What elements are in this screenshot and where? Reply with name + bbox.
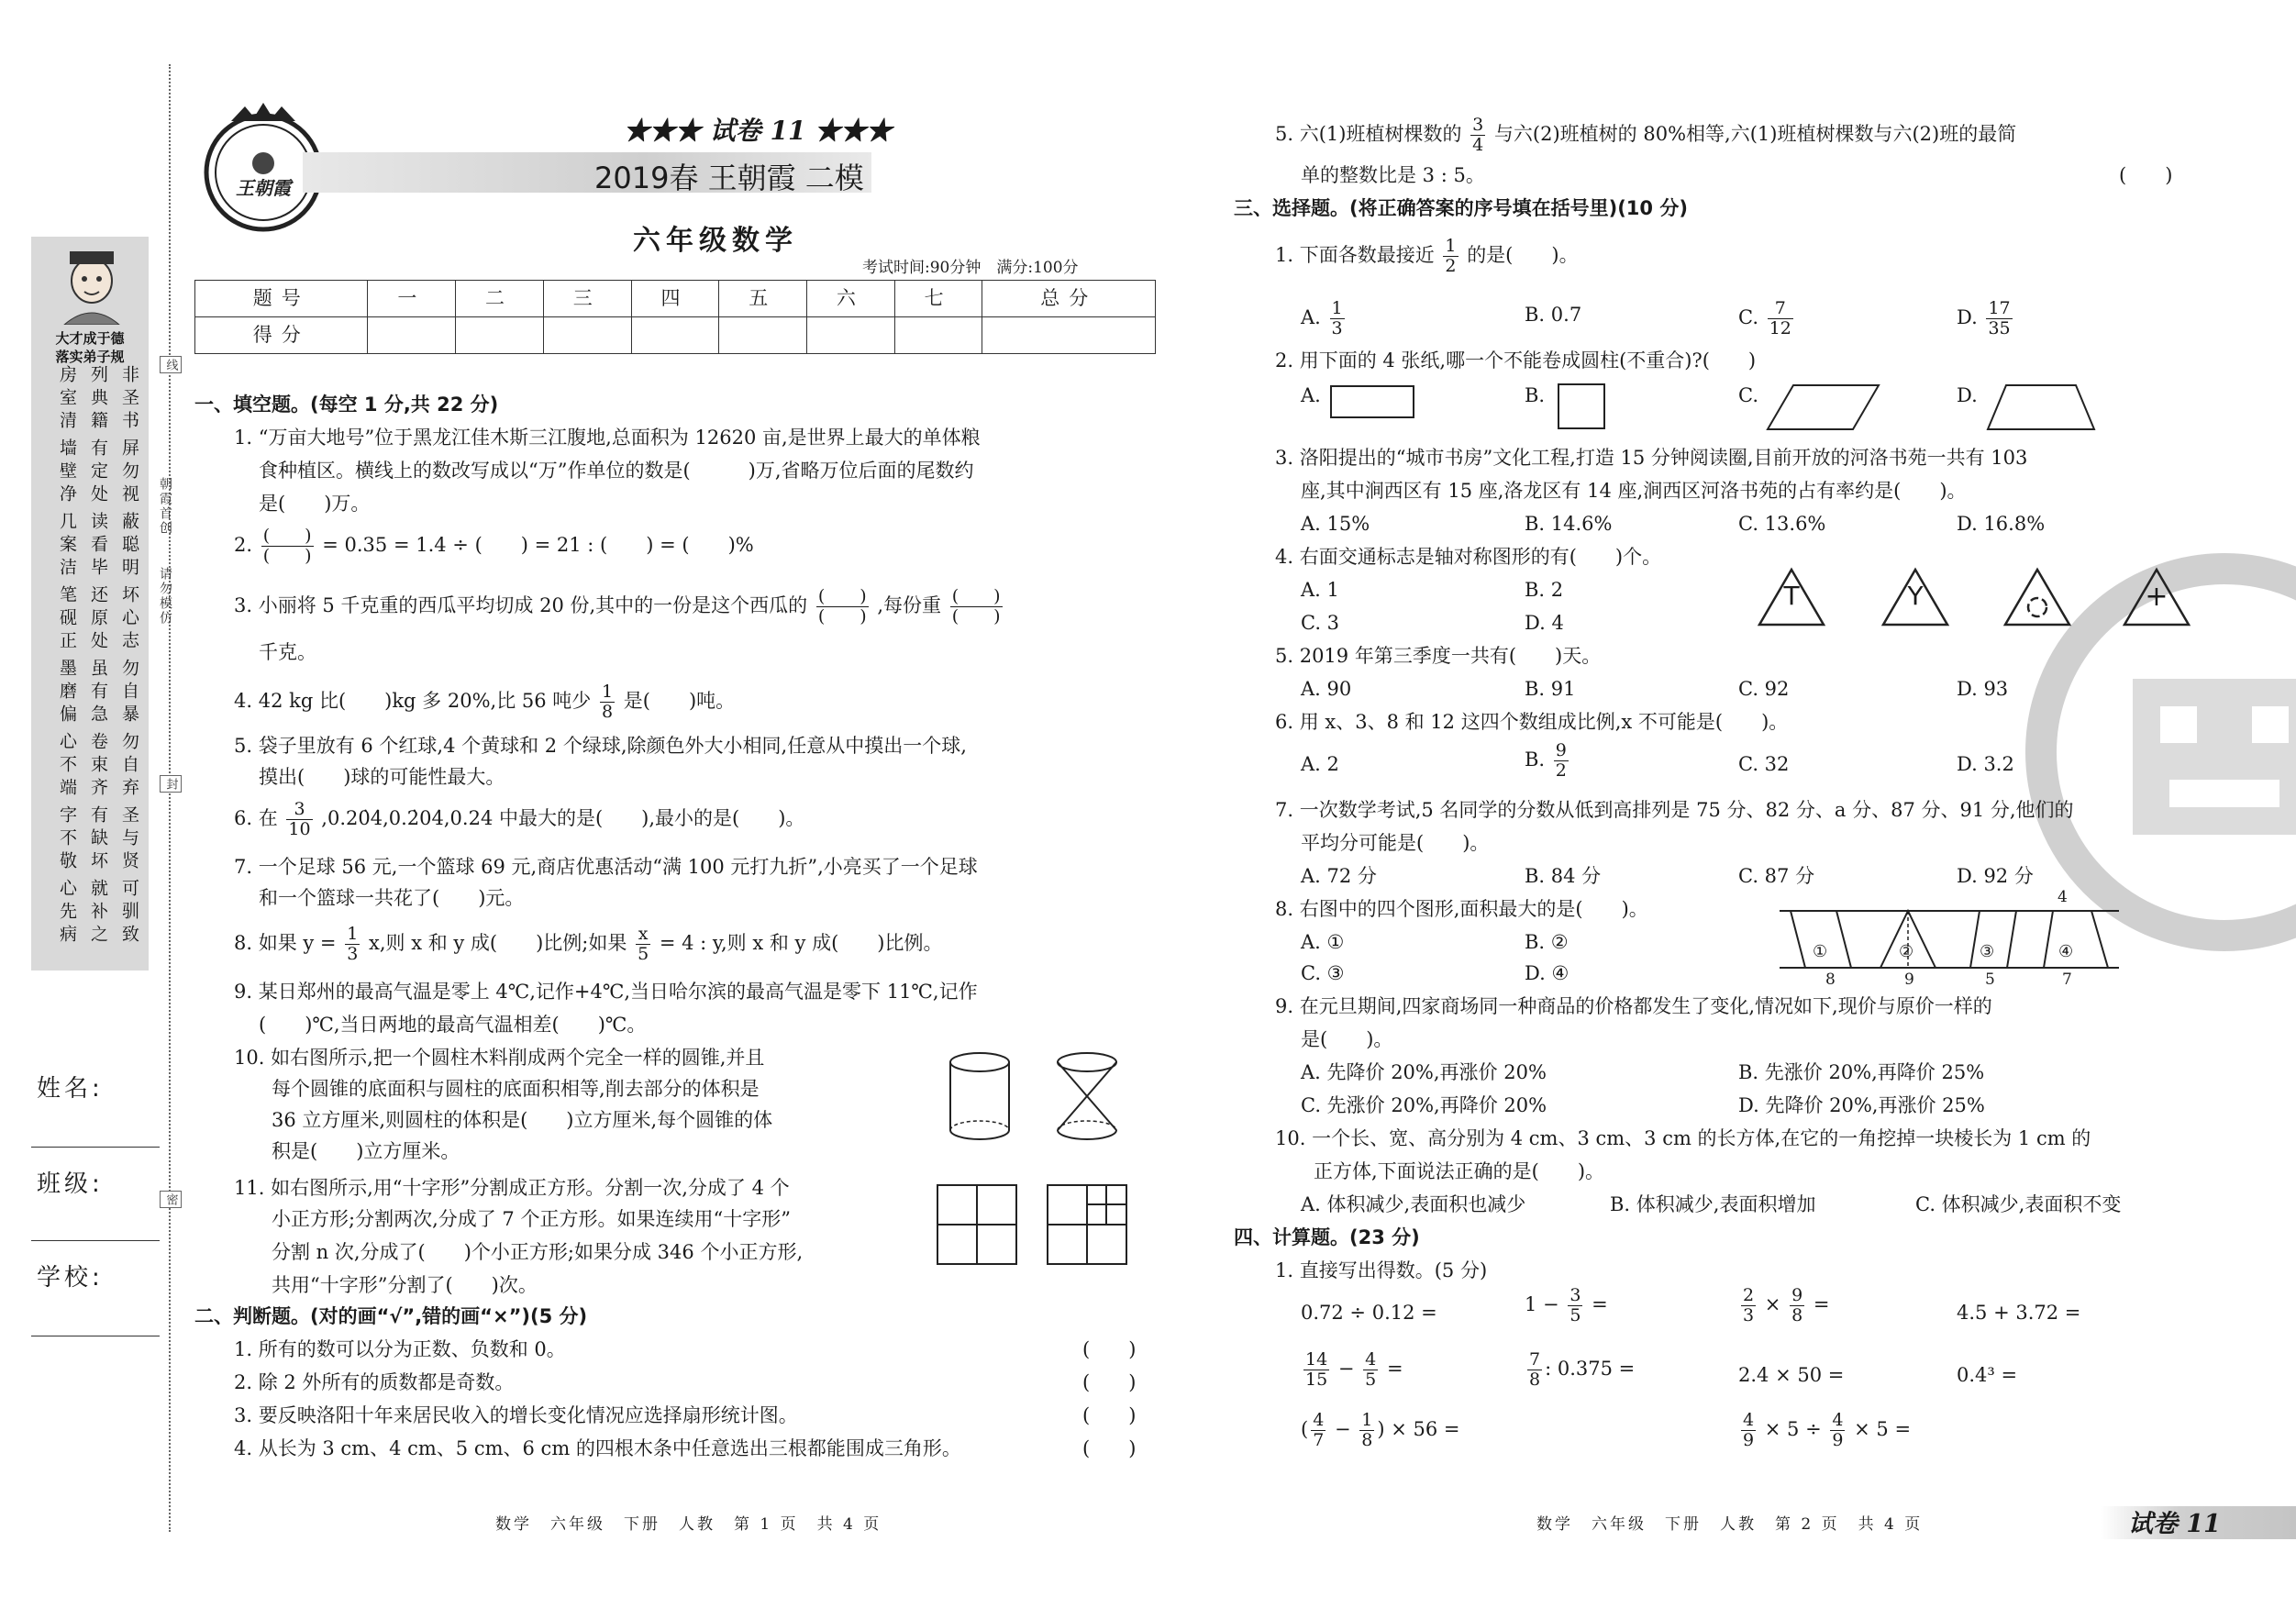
sign-roundabout-icon — [2002, 567, 2072, 627]
seal-line-box: 线 — [160, 356, 182, 373]
class-label: 班级: — [37, 1170, 104, 1198]
section-1-title: 一、填空题。(每空 1 分,共 22 分) — [194, 394, 499, 416]
exam-title: 2019春 王朝霞 二模 — [594, 161, 864, 195]
c3-option-c[interactable]: C. 13.6% — [1738, 513, 1826, 535]
c5-option-a[interactable]: A. 90 — [1301, 678, 1352, 700]
corner-exam-tag: 试卷 11 — [2128, 1510, 2221, 1538]
cylinder-cones-figure — [945, 1046, 1128, 1147]
q7-line2: 和一个篮球一共花了( )元。 — [259, 887, 525, 909]
q3: 3. 小丽将 5 千克重的西瓜平均切成 20 份,其中的一份是这个西瓜的 $\frac{( )}{( )}$ ,每份重 $\frac{( )}{( )}$ — [234, 586, 1001, 627]
calc-5: $\frac{14}{15}$ − $\frac{4}{5}$ = — [1305, 1349, 1403, 1390]
q8-fraction-2: $\frac{x}{5}$ — [638, 924, 649, 964]
poem-col: 心先病 — [57, 879, 77, 948]
q9-line2: ( )℃,当日两地的最高气温相差( )℃。 — [259, 1014, 647, 1036]
c3-option-d[interactable]: D. 16.8% — [1957, 513, 2046, 535]
c10-line1: 10. 一个长、宽、高分别为 4 cm、3 cm、3 cm 的长方体,在它的一角挖掉一块棱长为 1 cm 的 — [1275, 1127, 2091, 1149]
poem-col: 几案洁 — [57, 512, 77, 581]
poem-col: 还原处 — [88, 585, 108, 654]
c3-line1: 3. 洛阳提出的“城市书房”文化工程,打造 15 分钟阅读圈,目前开放的河洛书苑一共有 103 — [1275, 447, 2028, 469]
q10-line4: 积是( )立方厘米。 — [272, 1140, 460, 1162]
c6-option-a[interactable]: A. 2 — [1301, 753, 1339, 775]
c8-bottom-length: 9 — [1904, 970, 1914, 989]
q8-fraction-1: $\frac{1}{3}$ — [347, 924, 359, 964]
exam-number: ★★★ 试卷 11 ★★★ — [624, 116, 893, 146]
score-header-cell: 一 — [368, 281, 456, 317]
q3-fraction-blank: $\frac{( )}{( )}$ — [817, 586, 867, 627]
q5-line1: 5. 袋子里放有 6 个红球,4 个黄球和 2 个绿球,除颜色外大小相同,任意从中摸出一个球, — [234, 735, 967, 757]
j1-answer-bracket[interactable]: ( ) — [1082, 1338, 1137, 1360]
q6-fraction: $\frac{3}{10}$ — [288, 799, 311, 839]
c7-option-b[interactable]: B. 84 分 — [1525, 865, 1602, 887]
score-cell[interactable] — [982, 317, 1156, 354]
poem-col: 字不敬 — [57, 805, 77, 874]
j5-fraction: $\frac{3}{4}$ — [1472, 115, 1484, 155]
c5-option-d[interactable]: D. 93 — [1957, 678, 2009, 700]
c2-parallelogram-shape — [1766, 383, 1880, 431]
c6-option-b[interactable]: B. $\frac{9}{2}$ — [1525, 740, 1567, 781]
q10-line2: 每个圆锥的底面积与圆柱的底面积相等,削去部分的体积是 — [272, 1078, 760, 1100]
name-input-line[interactable] — [31, 1147, 160, 1148]
q10-line1: 10. 如右图所示,把一个圆柱木料削成两个完全一样的圆锥,并且 — [234, 1047, 765, 1069]
c2: 2. 用下面的 4 张纸,哪一个不能卷成圆柱(不重合)?( ) — [1275, 349, 1757, 372]
poem-col: 可驯致 — [119, 879, 139, 948]
c2-trapezoid-shape — [1986, 383, 2096, 431]
c4: 4. 右面交通标志是轴对称图形的有( )个。 — [1275, 546, 1662, 568]
c2-option-d[interactable]: D. — [1957, 384, 1978, 406]
j3-answer-bracket[interactable]: ( ) — [1082, 1404, 1137, 1426]
c3-option-a[interactable]: A. 15% — [1301, 513, 1370, 535]
c8-option-a[interactable]: A. ① — [1301, 931, 1345, 953]
c1-option-c[interactable]: C. $\frac{7}{12}$ — [1738, 298, 1791, 338]
poem-col: 心不端 — [57, 732, 77, 801]
score-header-cell: 七 — [894, 281, 982, 317]
score-cell[interactable] — [719, 317, 807, 354]
score-header-cell: 四 — [631, 281, 719, 317]
poem-col: 就补之 — [88, 879, 108, 948]
c8-bottom-length: 5 — [1985, 970, 1995, 989]
poem-col: 笔砚正 — [57, 585, 77, 654]
school-label: 学校: — [37, 1264, 104, 1292]
poem-col: 有缺坏 — [88, 805, 108, 874]
scholar-avatar-icon — [55, 246, 128, 325]
q5-line2: 摸出( )球的可能性最大。 — [259, 766, 505, 788]
j3: 3. 要反映洛阳十年来居民收入的增长变化情况应选择扇形统计图。 — [234, 1404, 798, 1426]
c8-bottom-length: 7 — [2062, 970, 2072, 989]
c4-option-a[interactable]: A. 1 — [1301, 579, 1339, 601]
j1: 1. 所有的数可以分为正数、负数和 0。 — [234, 1338, 566, 1360]
c2-square-shape — [1558, 383, 1605, 429]
poem-col: 坏心志 — [119, 585, 139, 654]
sign-t-glyph: T — [1783, 581, 1800, 611]
calc-10: $\frac{4}{9}$ × 5 ÷ $\frac{4}{9}$ × 5 = — [1743, 1410, 1912, 1450]
page2-footer: 数学 六年级 下册 人教 第 2 页 共 4 页 — [1536, 1515, 1924, 1534]
exam-time-info: 考试时间:90分钟 满分:100分 — [862, 259, 1079, 277]
calc-6: $\frac{7}{8}$ : 0.375 = — [1529, 1349, 1636, 1390]
score-cell[interactable] — [543, 317, 631, 354]
calc-3: $\frac{2}{3}$ × $\frac{9}{8}$ = — [1743, 1285, 1830, 1325]
c9-line1: 9. 在元旦期间,四家商场同一种商品的价格都发生了变化,情况如下,现价与原价一样的 — [1275, 995, 1992, 1017]
c1-fraction: $\frac{1}{2}$ — [1445, 236, 1457, 276]
q3-line2: 千克。 — [259, 641, 316, 663]
c6: 6. 用 x、3、8 和 12 这四个数组成比例,x 不可能是( )。 — [1275, 711, 1789, 733]
c10-option-c[interactable]: C. 体积减少,表面积不变 — [1915, 1193, 2122, 1215]
j5-line2: 单的整数比是 3 : 5。 — [1301, 164, 1485, 186]
poem-col: 墨磨偏 — [57, 659, 77, 727]
c8-shape-label: ① — [1813, 942, 1828, 961]
q3-fraction-blank-2: $\frac{( )}{( )}$ — [951, 586, 1001, 627]
c8-shape-label: ③ — [1980, 942, 1995, 961]
c6-option-c[interactable]: C. 32 — [1738, 753, 1790, 775]
q10-line3: 36 立方厘米,则圆柱的体积是( )立方厘米,每个圆锥的体 — [272, 1109, 773, 1131]
k1: 1. 直接写出得数。(5 分) — [1275, 1259, 1488, 1281]
c1: 1. 下面各数最接近 $\frac{1}{2}$ 的是( )。 — [1275, 236, 1579, 276]
name-label: 姓名: — [37, 1075, 104, 1103]
q2-fraction-blank: $\frac{( )}{( )}$ — [262, 526, 312, 566]
subject-title: 六年级数学 — [633, 225, 798, 257]
c8-shape-label: ④ — [2058, 942, 2074, 961]
c8-option-d[interactable]: D. ④ — [1525, 962, 1569, 984]
score-cell[interactable] — [631, 317, 719, 354]
score-row-label: 得分 — [195, 317, 368, 354]
j5-answer-bracket[interactable]: ( ) — [2119, 164, 2173, 186]
strip-motto: 大才成于德 落实弟子规 — [55, 330, 125, 365]
seal-box: 封 — [160, 775, 182, 793]
c5: 5. 2019 年第三季度一共有( )天。 — [1275, 645, 1602, 667]
j2-answer-bracket[interactable]: ( ) — [1082, 1371, 1137, 1393]
q6: 6. 在 $\frac{3}{10}$ ,0.20̇4̇,0.2̇04̇,0.24 中最大的是( ),最小的是( )。 — [234, 799, 805, 839]
poem-col: 列典籍 — [88, 365, 108, 434]
secret-box: 密 — [160, 1191, 182, 1208]
c2-option-b[interactable]: B. — [1525, 384, 1546, 406]
score-cell[interactable] — [894, 317, 982, 354]
score-header-cell: 题号 — [195, 281, 368, 317]
score-header-cell: 总分 — [982, 281, 1156, 317]
cross-squares-figure — [936, 1183, 1137, 1266]
section-3-title: 三、选择题。(将正确答案的序号填在括号里)(10 分) — [1234, 197, 1688, 219]
c8-option-c[interactable]: C. ③ — [1301, 962, 1345, 984]
poem-col: 圣与贤 — [119, 805, 139, 874]
c4-option-d[interactable]: D. 4 — [1525, 612, 1564, 634]
c5-option-c[interactable]: C. 92 — [1738, 678, 1790, 700]
q11-line3: 分割 n 次,分成了( )个小正方形;如果分成 346 个小正方形, — [272, 1241, 804, 1263]
calc-7: 2.4 × 50 = — [1738, 1364, 1845, 1386]
poem-col: 有定处 — [88, 438, 108, 507]
poem-col: 勿自暴 — [119, 659, 139, 727]
c2-rect-shape — [1330, 385, 1414, 418]
poem-col: 墙壁净 — [57, 438, 77, 507]
c10-option-b[interactable]: B. 体积减少,表面积增加 — [1610, 1193, 1816, 1215]
poem-col: 屏勿视 — [119, 438, 139, 507]
q1-line2: 食种植区。横线上的数改写成以“万”作单位的数是( )万,省略万位后面的尾数约 — [259, 460, 974, 482]
c5-option-b[interactable]: B. 91 — [1525, 678, 1576, 700]
c7-option-c[interactable]: C. 87 分 — [1738, 865, 1815, 887]
q4-fraction: $\frac{1}{8}$ — [601, 682, 614, 722]
class-input-line[interactable] — [31, 1240, 160, 1241]
c3-line2: 座,其中涧西区有 15 座,洛龙区有 14 座,涧西区河洛书苑的占有率约是( )。 — [1301, 480, 1967, 502]
c1-option-b[interactable]: B. 0.7 — [1525, 304, 1582, 326]
c8-shape-label: ② — [1899, 942, 1914, 961]
calc-4: 4.5 + 3.72 = — [1957, 1302, 2081, 1324]
score-cell[interactable] — [456, 317, 544, 354]
sign-cross-glyph: + — [2145, 581, 2168, 613]
c9-option-a[interactable]: A. 先降价 20%,再涨价 20% — [1301, 1061, 1547, 1083]
c7-option-a[interactable]: A. 72 分 — [1301, 865, 1377, 887]
c8-top-length: 4 — [2058, 888, 2068, 906]
c9-option-c[interactable]: C. 先涨价 20%,再降价 20% — [1301, 1094, 1547, 1116]
calc-1: 0.72 ÷ 0.12 = — [1301, 1302, 1437, 1324]
c6-option-d[interactable]: D. 3.2 — [1957, 753, 2014, 775]
q7-line1: 7. 一个足球 56 元,一个篮球 69 元,商店优惠活动“满 100 元打九折”,小亮买了一个足球 — [234, 856, 978, 878]
c1-option-a[interactable]: A. $\frac{1}{3}$ — [1301, 298, 1343, 338]
q11-line1: 11. 如右图所示,用“十字形”分割成正方形。分割一次,分成了 4 个 — [234, 1177, 790, 1199]
svg-text:王朝霞: 王朝霞 — [236, 177, 291, 199]
c10-line2: 正方体,下面说法正确的是( )。 — [1314, 1160, 1605, 1182]
poem-col: 蔽聪明 — [119, 512, 139, 581]
c9-option-b[interactable]: B. 先涨价 20%,再降价 25% — [1738, 1061, 1985, 1083]
c9-line2: 是( )。 — [1301, 1028, 1393, 1050]
score-header-cell: 二 — [456, 281, 544, 317]
q11-line2: 小正方形;分割两次,分成了 7 个正方形。如果连续用“十字形” — [272, 1208, 791, 1230]
poem-col: 非圣书 — [119, 365, 139, 434]
c4-option-c[interactable]: C. 3 — [1301, 612, 1340, 634]
j4-answer-bracket[interactable]: ( ) — [1082, 1437, 1137, 1459]
poem-col: 勿自弃 — [119, 732, 139, 801]
poem-col: 虽有急 — [88, 659, 108, 727]
q2: 2. $\frac{( )}{( )}$ = 0.35 = 1.4 ÷ ( ) = 21 : ( ) = ( )% — [234, 526, 754, 566]
c9-option-d[interactable]: D. 先降价 20%,再涨价 25% — [1738, 1094, 1985, 1116]
c2-option-a[interactable]: A. — [1301, 384, 1321, 406]
strip-poem — [48, 365, 139, 961]
q1-line1: 1. “万亩大地号”位于黑龙江佳木斯三江腹地,总面积为 12620 亩,是世界上最大的单体粮 — [234, 427, 981, 449]
calc-8: 0.4³ = — [1957, 1364, 2018, 1386]
calc-9: ( $\frac{4}{7}$ − $\frac{1}{8}$ ) × 56 = — [1301, 1410, 1460, 1450]
c7-line2: 平均分可能是( )。 — [1301, 832, 1490, 854]
c8-bottom-length: 8 — [1825, 970, 1836, 989]
poem-col: 卷束齐 — [88, 732, 108, 801]
score-header-cell: 三 — [543, 281, 631, 317]
score-cell[interactable] — [807, 317, 895, 354]
c7-line1: 7. 一次数学考试,5 名同学的分数从低到高排列是 75 分、82 分、a 分、87 分、91 分,他们的 — [1275, 799, 2074, 821]
score-header-cell: 六 — [807, 281, 895, 317]
q8: 8. 如果 y = $\frac{1}{3}$ x,则 x 和 y 成( )比例;如果 $\frac{x}{5}$ = 4 : y,则 x 和 y 成( )比例。 — [234, 924, 943, 964]
c3-option-b[interactable]: B. 14.6% — [1525, 513, 1613, 535]
j2: 2. 除 2 外所有的质数都是奇数。 — [234, 1371, 515, 1393]
c8-option-b[interactable]: B. ② — [1525, 931, 1569, 953]
j5: 5. 六(1)班植树棵数的 $\frac{3}{4}$ 与六(2)班植树的 80%相等,六(1)班植树棵数与六(2)班的最简 — [1275, 115, 2017, 155]
page1-footer: 数学 六年级 下册 人教 第 1 页 共 4 页 — [495, 1515, 882, 1534]
poem-col: 房室清 — [57, 365, 77, 434]
c10-option-a[interactable]: A. 体积减少,表面积也减少 — [1301, 1193, 1526, 1215]
c2-option-c[interactable]: C. — [1738, 384, 1758, 406]
q4: 4. 42 kg 比( )kg 多 20%,比 56 吨少 $\frac{1}{8}$ 是( )吨。 — [234, 682, 736, 722]
q1-line3: 是( )万。 — [259, 493, 371, 515]
original-note: 朝霞首创 — [158, 477, 172, 536]
c4-option-b[interactable]: B. 2 — [1525, 579, 1564, 601]
q11-line4: 共用“十字形”分割了( )次。 — [272, 1274, 538, 1296]
section-2-title: 二、判断题。(对的画“√”,错的画“×”)(5 分) — [194, 1305, 588, 1327]
q9-line1: 9. 某日郑州的最高气温是零上 4℃,记作+4℃,当日哈尔滨的最高气温是零下 11℃,记作 — [234, 981, 978, 1003]
sign-y-glyph: Y — [1907, 581, 1924, 611]
score-cell[interactable] — [368, 317, 456, 354]
no-copy-note: 请勿模仿 — [158, 567, 172, 626]
section-4-title: 四、计算题。(23 分) — [1234, 1226, 1420, 1248]
binding-line — [169, 64, 171, 1532]
c7-option-d[interactable]: D. 92 分 — [1957, 865, 2034, 887]
c1-option-d[interactable]: D. $\frac{17}{35}$ — [1957, 298, 2011, 338]
calc-2: 1 − $\frac{3}{5}$ = — [1525, 1285, 1608, 1325]
score-table — [194, 280, 1156, 354]
score-header-cell: 五 — [719, 281, 807, 317]
j4: 4. 从长为 3 cm、4 cm、5 cm、6 cm 的四根木条中任意选出三根都能围成三角形。 — [234, 1437, 961, 1459]
c8: 8. 右图中的四个图形,面积最大的是( )。 — [1275, 898, 1648, 920]
poem-col: 读看毕 — [88, 512, 108, 581]
